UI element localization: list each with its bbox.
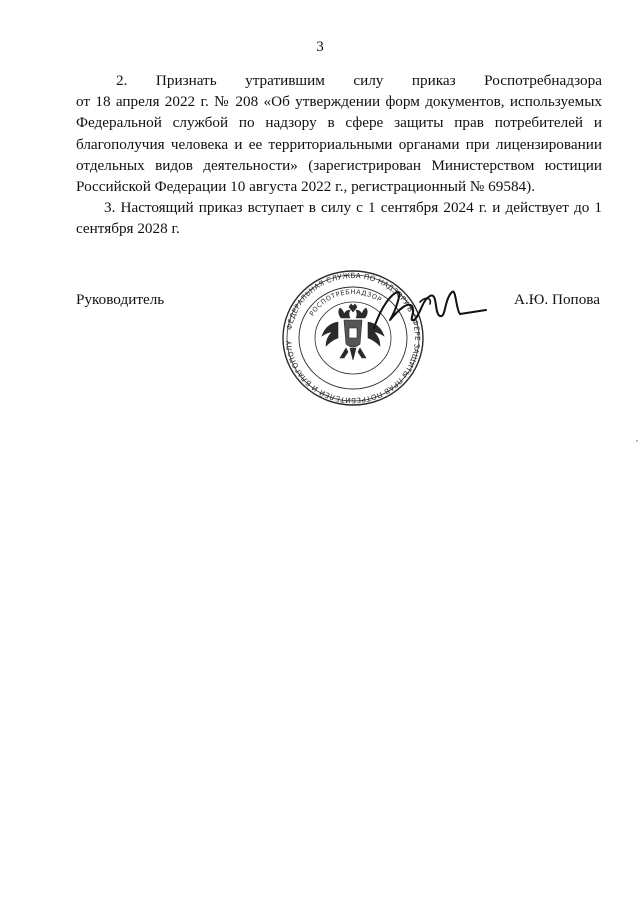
item-2-paragraph [76, 70, 602, 197]
position-title: Руководитель [76, 291, 165, 308]
item-2-word: Признать [155, 72, 217, 89]
signer-name: А.Ю. Попова [514, 291, 600, 308]
svg-text:РОСПОТРЕБНАДЗОР: РОСПОТРЕБНАДЗОР [307, 287, 384, 318]
item-2-continuation: от 18 апреля 2022 г. № 208 «Об утверждении форм документов, используемых Федеральной службой по надзору в сфере защиты прав потребителей и благополучия человека и ее территориальными органами при лицензировании отдельных видов деятельности» (зарегистрирован Министерством юстиции Российской Федерации 10 августа 2022 г., регистрационный № 69584). [76, 93, 602, 196]
svg-text:ФЕДЕРАЛЬНАЯ СЛУЖБА ПО НАДЗОРУ: ФЕДЕРАЛЬНАЯ СЛУЖБА ПО НАДЗОРУ В СФЕРЕ ЗАЩИТЫ ПРАВ ПОТРЕБИТЕЛЕЙ И БЛАГОПОЛУ [284, 270, 423, 406]
item-2-word: утратившим [245, 72, 325, 89]
signature-scribble-icon [360, 280, 490, 340]
item-2-word: приказ [411, 72, 456, 89]
document-body [76, 70, 602, 240]
item-2-first-line [76, 70, 602, 91]
item-2-word: Роспотребнадзора [484, 72, 602, 89]
item-2-word: 2. [116, 72, 128, 89]
handwritten-signature [360, 280, 490, 340]
item-3-paragraph: 3. Настоящий приказ вступает в силу с 1 сентября 2024 г. и действует до 1 сентября 2028 г. [76, 199, 602, 238]
item-2-word: силу [353, 72, 384, 89]
scan-mark [636, 440, 638, 442]
page-number: 3 [316, 39, 324, 55]
